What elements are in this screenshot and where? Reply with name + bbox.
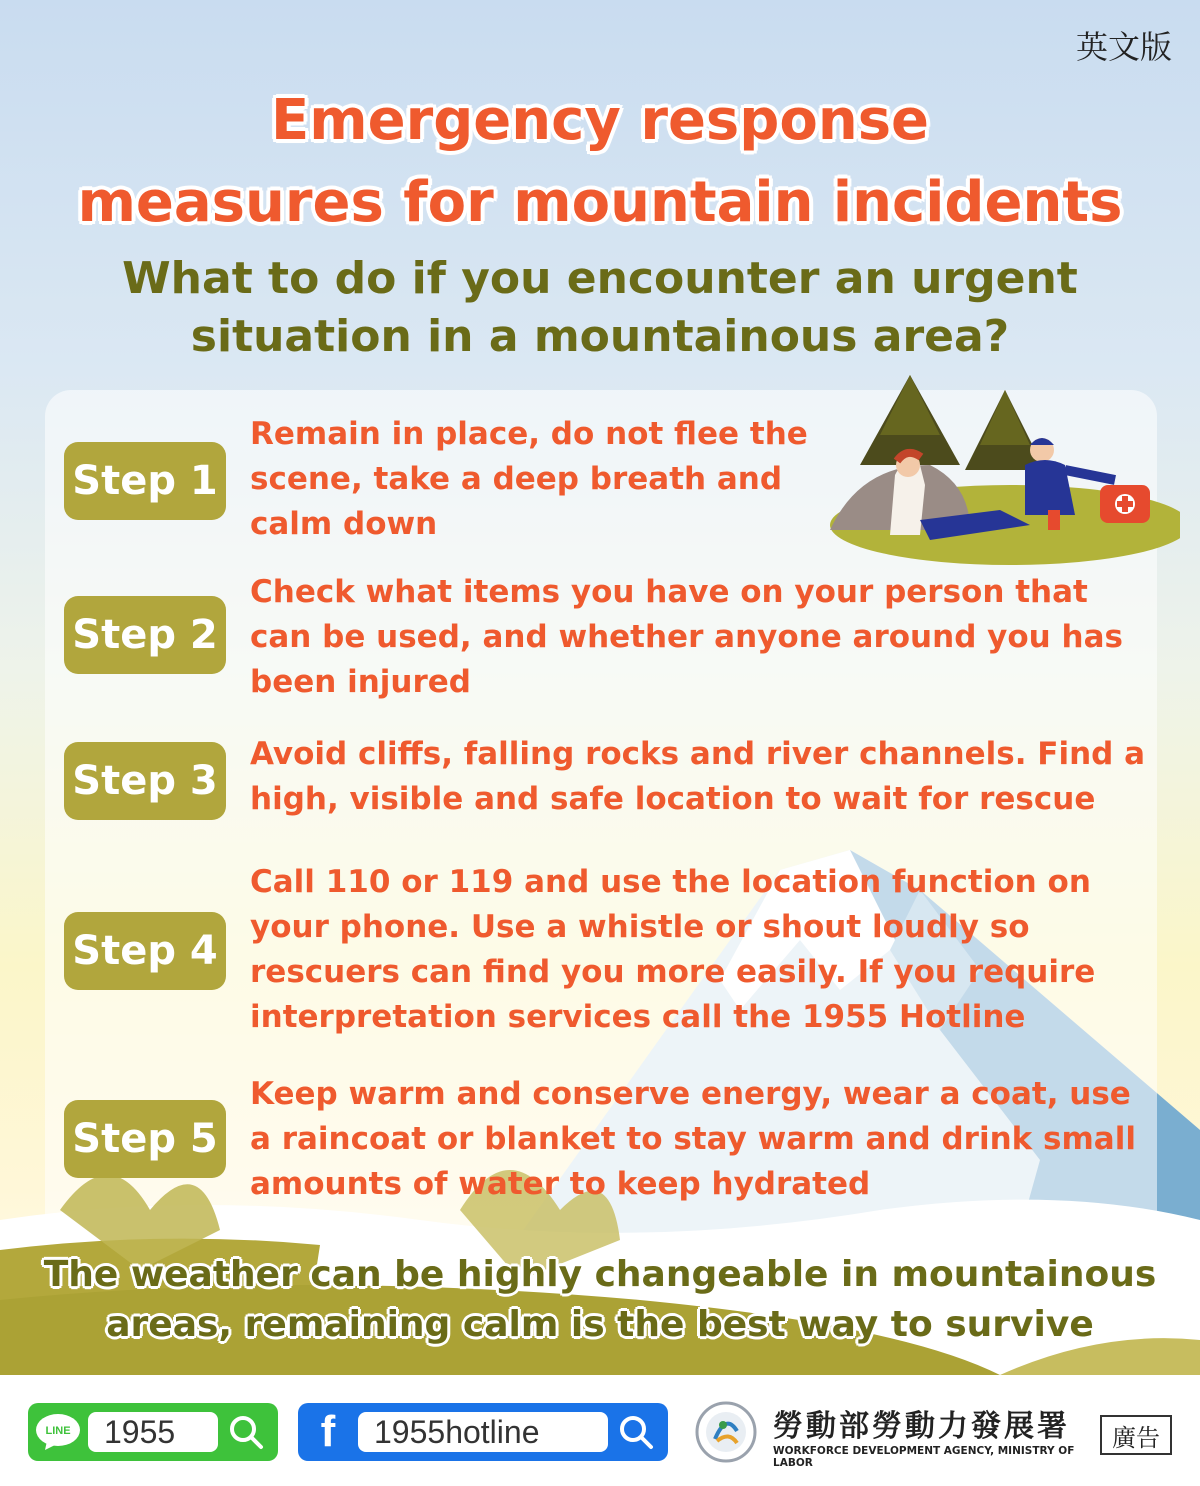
rescue-illustration — [820, 365, 1180, 565]
page-title — [0, 80, 1200, 244]
title-line-2: measures for mountain incidents — [77, 170, 1123, 235]
step-line: Avoid cliffs, falling rocks and river channels. Find a — [250, 736, 1146, 772]
step-badge: Step 3 — [64, 742, 226, 820]
search-icon[interactable] — [218, 1403, 274, 1461]
agency-seal-icon — [695, 1401, 757, 1463]
line-logo — [28, 1403, 88, 1461]
step-line: high, visible and safe location to wait for rescue — [250, 781, 1096, 817]
step-line: calm down — [250, 506, 438, 542]
step-badge: Step 4 — [64, 912, 226, 990]
facebook-search-box[interactable] — [298, 1403, 668, 1461]
subtitle-line-2: situation in a mountainous area? — [190, 311, 1010, 362]
footer — [0, 1375, 1200, 1486]
step-text — [250, 570, 1170, 705]
line-search-box[interactable] — [28, 1403, 278, 1461]
agency-name-zh: 勞動部勞動力發展署 — [773, 1409, 1070, 1444]
step-text — [250, 860, 1170, 1040]
step-text — [250, 732, 1170, 822]
edition-label: 英文版 — [1075, 28, 1172, 66]
facebook-logo-text: f — [320, 1407, 336, 1456]
agency-name-en: WORKFORCE DEVELOPMENT AGENCY, MINISTRY OF LABOR — [773, 1445, 1075, 1469]
step-line: Remain in place, do not flee the — [250, 416, 808, 452]
ad-label: 廣告 — [1100, 1415, 1172, 1455]
step-badge: Step 5 — [64, 1100, 226, 1178]
title-line-1: Emergency response — [271, 88, 929, 153]
step-line: can be used, and whether anyone around you has — [250, 619, 1123, 655]
step-line: rescuers can find you more easily. If you require — [250, 954, 1096, 990]
step-line: been injured — [250, 664, 471, 700]
line-logo-text: LINE — [45, 1425, 71, 1437]
step-line: Check what items you have on your person that — [250, 574, 1088, 610]
closing-message — [0, 1250, 1200, 1350]
subtitle-line-1: What to do if you encounter an urgent — [122, 253, 1078, 304]
facebook-id-field[interactable]: 1955hotline — [358, 1412, 608, 1452]
agency-logo — [695, 1395, 1095, 1470]
step-line: interpretation services call the 1955 Hotline — [250, 999, 1026, 1035]
step-line: Keep warm and conserve energy, wear a coat, use — [250, 1076, 1131, 1112]
step-line: your phone. Use a whistle or shout loudly so — [250, 909, 1030, 945]
facebook-icon — [298, 1403, 358, 1461]
step-line: a raincoat or blanket to stay warm and drink small — [250, 1121, 1136, 1157]
step-badge: Step 1 — [64, 442, 226, 520]
step-text — [250, 1072, 1170, 1207]
closing-line-1: The weather can be highly changeable in mountainous — [43, 1254, 1157, 1295]
step-line: Call 110 or 119 and use the location function on — [250, 864, 1091, 900]
step-line: amounts of water to keep hydrated — [250, 1166, 871, 1202]
step-line: scene, take a deep breath and — [250, 461, 783, 497]
step-text — [250, 412, 850, 547]
step-badge: Step 2 — [64, 596, 226, 674]
line-id-field[interactable]: 1955 — [88, 1412, 218, 1452]
closing-line-2: areas, remaining calm is the best way to survive — [106, 1304, 1094, 1345]
search-icon[interactable] — [608, 1403, 664, 1461]
page-subtitle — [0, 250, 1200, 366]
